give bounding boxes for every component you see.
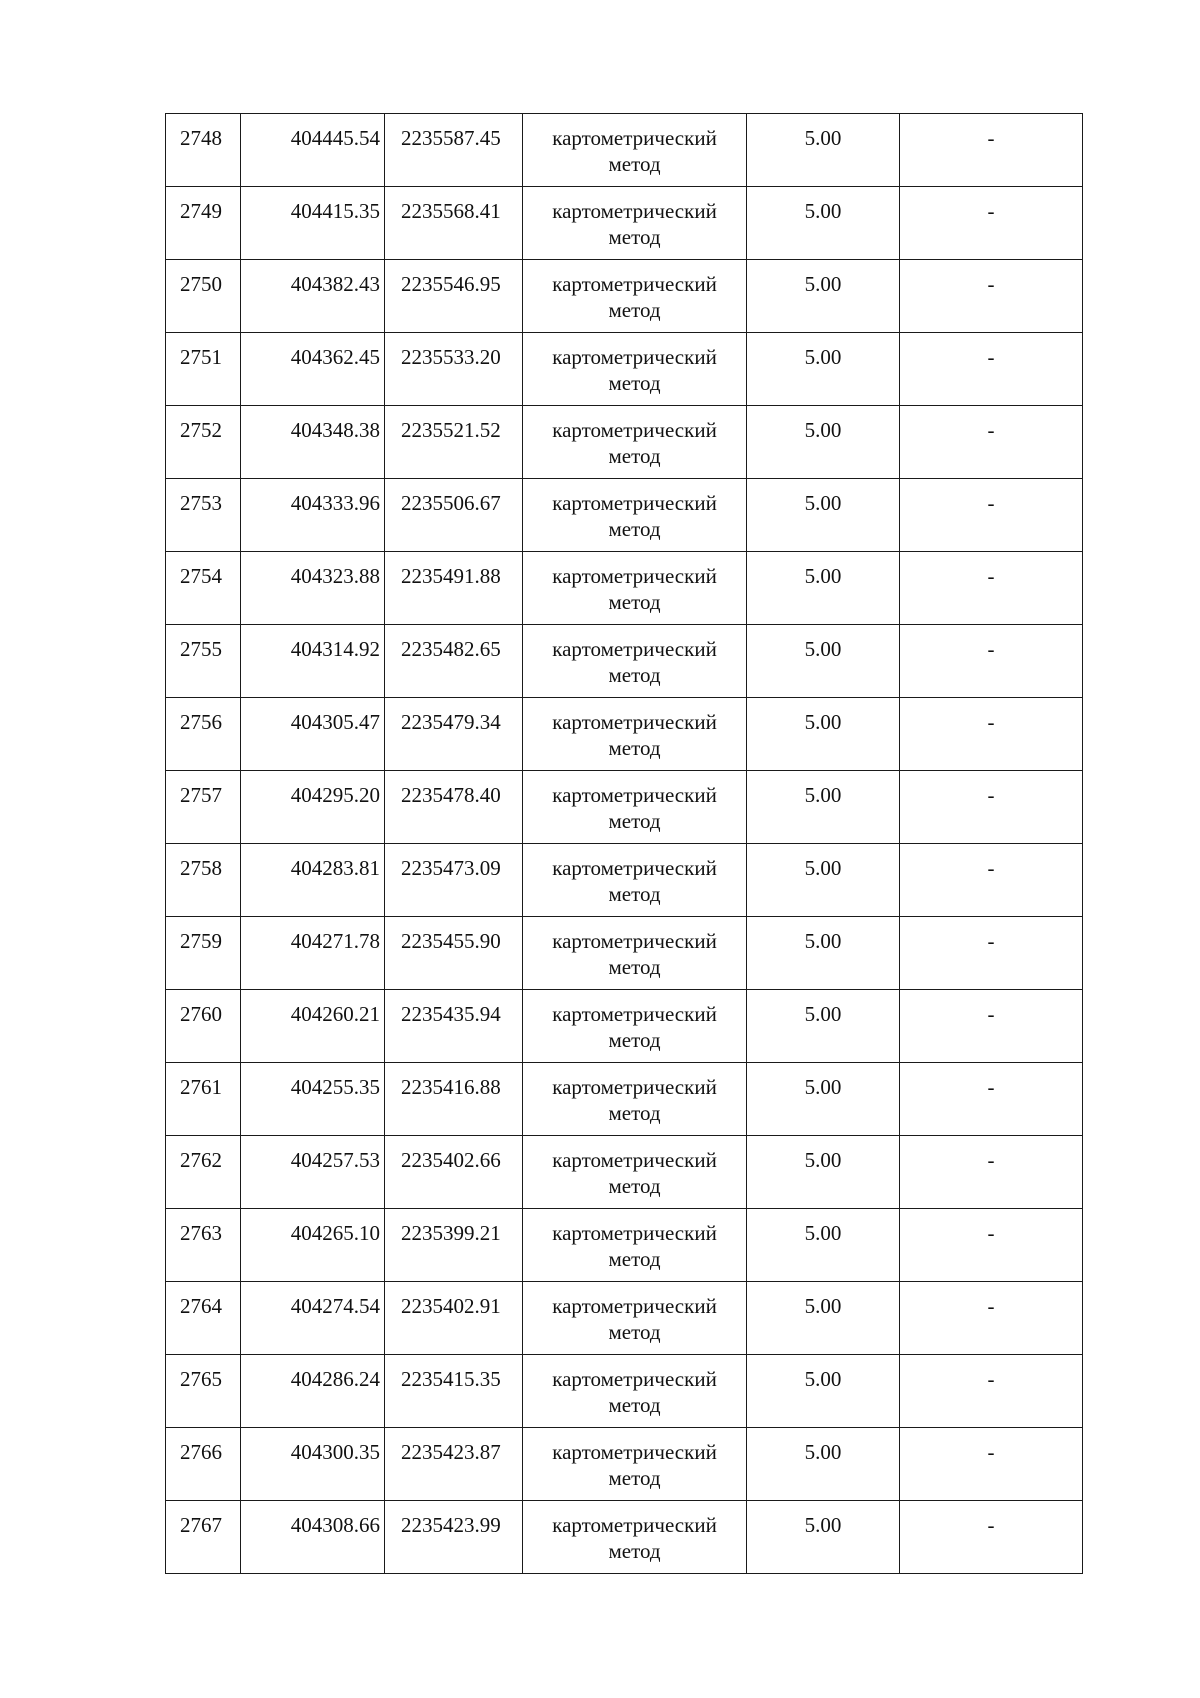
coordinates-table: [165, 113, 1083, 1574]
method-cell: картометрический метод: [523, 1282, 747, 1355]
table-row: [166, 1136, 1083, 1209]
x-coordinate-cell: 404323.88: [241, 552, 385, 625]
method-cell: картометрический метод: [523, 1136, 747, 1209]
y-coordinate-cell: 2235491.88: [385, 552, 523, 625]
x-coordinate-cell: 404362.45: [241, 333, 385, 406]
y-coordinate-cell: 2235533.20: [385, 333, 523, 406]
accuracy-cell: 5.00: [747, 333, 900, 406]
point-number-cell: 2755: [166, 625, 241, 698]
table-row: [166, 552, 1083, 625]
x-coordinate-cell: 404348.38: [241, 406, 385, 479]
method-cell: картометрический метод: [523, 698, 747, 771]
description-cell: -: [900, 1355, 1083, 1428]
point-number-cell: 2750: [166, 260, 241, 333]
description-cell: -: [900, 1209, 1083, 1282]
x-coordinate-cell: 404257.53: [241, 1136, 385, 1209]
description-cell: -: [900, 1501, 1083, 1574]
description-cell: -: [900, 1428, 1083, 1501]
description-cell: -: [900, 698, 1083, 771]
method-cell: картометрический метод: [523, 187, 747, 260]
table-row: [166, 1209, 1083, 1282]
x-coordinate-cell: 404382.43: [241, 260, 385, 333]
accuracy-cell: 5.00: [747, 771, 900, 844]
method-cell: картометрический метод: [523, 260, 747, 333]
accuracy-cell: 5.00: [747, 1428, 900, 1501]
method-cell: картометрический метод: [523, 552, 747, 625]
accuracy-cell: 5.00: [747, 187, 900, 260]
y-coordinate-cell: 2235455.90: [385, 917, 523, 990]
table-row: [166, 406, 1083, 479]
y-coordinate-cell: 2235568.41: [385, 187, 523, 260]
accuracy-cell: 5.00: [747, 406, 900, 479]
y-coordinate-cell: 2235399.21: [385, 1209, 523, 1282]
method-cell: картометрический метод: [523, 479, 747, 552]
method-cell: картометрический метод: [523, 917, 747, 990]
description-cell: -: [900, 187, 1083, 260]
y-coordinate-cell: 2235415.35: [385, 1355, 523, 1428]
description-cell: -: [900, 114, 1083, 187]
point-number-cell: 2754: [166, 552, 241, 625]
y-coordinate-cell: 2235478.40: [385, 771, 523, 844]
description-cell: -: [900, 479, 1083, 552]
description-cell: -: [900, 625, 1083, 698]
point-number-cell: 2761: [166, 1063, 241, 1136]
method-cell: картометрический метод: [523, 1428, 747, 1501]
accuracy-cell: 5.00: [747, 844, 900, 917]
point-number-cell: 2764: [166, 1282, 241, 1355]
accuracy-cell: 5.00: [747, 698, 900, 771]
table-row: [166, 1501, 1083, 1574]
x-coordinate-cell: 404260.21: [241, 990, 385, 1063]
description-cell: -: [900, 406, 1083, 479]
description-cell: -: [900, 1282, 1083, 1355]
table-row: [166, 698, 1083, 771]
accuracy-cell: 5.00: [747, 917, 900, 990]
point-number-cell: 2766: [166, 1428, 241, 1501]
point-number-cell: 2763: [166, 1209, 241, 1282]
method-cell: картометрический метод: [523, 990, 747, 1063]
accuracy-cell: 5.00: [747, 1282, 900, 1355]
table-row: [166, 260, 1083, 333]
x-coordinate-cell: 404286.24: [241, 1355, 385, 1428]
method-cell: картометрический метод: [523, 333, 747, 406]
description-cell: -: [900, 260, 1083, 333]
point-number-cell: 2760: [166, 990, 241, 1063]
point-number-cell: 2752: [166, 406, 241, 479]
point-number-cell: 2762: [166, 1136, 241, 1209]
accuracy-cell: 5.00: [747, 1355, 900, 1428]
y-coordinate-cell: 2235521.52: [385, 406, 523, 479]
method-cell: картометрический метод: [523, 1209, 747, 1282]
accuracy-cell: 5.00: [747, 260, 900, 333]
y-coordinate-cell: 2235435.94: [385, 990, 523, 1063]
y-coordinate-cell: 2235402.66: [385, 1136, 523, 1209]
accuracy-cell: 5.00: [747, 1501, 900, 1574]
accuracy-cell: 5.00: [747, 625, 900, 698]
description-cell: -: [900, 844, 1083, 917]
y-coordinate-cell: 2235416.88: [385, 1063, 523, 1136]
method-cell: картометрический метод: [523, 1501, 747, 1574]
table-row: [166, 844, 1083, 917]
table-row: [166, 114, 1083, 187]
x-coordinate-cell: 404308.66: [241, 1501, 385, 1574]
accuracy-cell: 5.00: [747, 114, 900, 187]
table-row: [166, 917, 1083, 990]
accuracy-cell: 5.00: [747, 479, 900, 552]
point-number-cell: 2751: [166, 333, 241, 406]
table-row: [166, 1355, 1083, 1428]
table-row: [166, 1063, 1083, 1136]
x-coordinate-cell: 404305.47: [241, 698, 385, 771]
table-row: [166, 990, 1083, 1063]
point-number-cell: 2765: [166, 1355, 241, 1428]
x-coordinate-cell: 404295.20: [241, 771, 385, 844]
x-coordinate-cell: 404415.35: [241, 187, 385, 260]
x-coordinate-cell: 404265.10: [241, 1209, 385, 1282]
table-row: [166, 1428, 1083, 1501]
description-cell: -: [900, 1136, 1083, 1209]
method-cell: картометрический метод: [523, 1063, 747, 1136]
table-row: [166, 333, 1083, 406]
y-coordinate-cell: 2235423.87: [385, 1428, 523, 1501]
point-number-cell: 2767: [166, 1501, 241, 1574]
method-cell: картометрический метод: [523, 844, 747, 917]
description-cell: -: [900, 1063, 1083, 1136]
method-cell: картометрический метод: [523, 406, 747, 479]
y-coordinate-cell: 2235402.91: [385, 1282, 523, 1355]
point-number-cell: 2753: [166, 479, 241, 552]
point-number-cell: 2758: [166, 844, 241, 917]
x-coordinate-cell: 404255.35: [241, 1063, 385, 1136]
accuracy-cell: 5.00: [747, 1136, 900, 1209]
description-cell: -: [900, 333, 1083, 406]
x-coordinate-cell: 404314.92: [241, 625, 385, 698]
point-number-cell: 2759: [166, 917, 241, 990]
table-row: [166, 479, 1083, 552]
method-cell: картометрический метод: [523, 114, 747, 187]
table-row: [166, 771, 1083, 844]
x-coordinate-cell: 404445.54: [241, 114, 385, 187]
description-cell: -: [900, 917, 1083, 990]
x-coordinate-cell: 404333.96: [241, 479, 385, 552]
description-cell: -: [900, 552, 1083, 625]
point-number-cell: 2748: [166, 114, 241, 187]
method-cell: картометрический метод: [523, 771, 747, 844]
y-coordinate-cell: 2235587.45: [385, 114, 523, 187]
point-number-cell: 2757: [166, 771, 241, 844]
y-coordinate-cell: 2235479.34: [385, 698, 523, 771]
coordinates-table-body: [166, 114, 1083, 1574]
method-cell: картометрический метод: [523, 1355, 747, 1428]
accuracy-cell: 5.00: [747, 990, 900, 1063]
description-cell: -: [900, 990, 1083, 1063]
accuracy-cell: 5.00: [747, 1209, 900, 1282]
y-coordinate-cell: 2235546.95: [385, 260, 523, 333]
table-row: [166, 187, 1083, 260]
point-number-cell: 2756: [166, 698, 241, 771]
accuracy-cell: 5.00: [747, 1063, 900, 1136]
y-coordinate-cell: 2235506.67: [385, 479, 523, 552]
x-coordinate-cell: 404283.81: [241, 844, 385, 917]
accuracy-cell: 5.00: [747, 552, 900, 625]
x-coordinate-cell: 404274.54: [241, 1282, 385, 1355]
y-coordinate-cell: 2235473.09: [385, 844, 523, 917]
description-cell: -: [900, 771, 1083, 844]
x-coordinate-cell: 404271.78: [241, 917, 385, 990]
point-number-cell: 2749: [166, 187, 241, 260]
table-row: [166, 625, 1083, 698]
y-coordinate-cell: 2235482.65: [385, 625, 523, 698]
method-cell: картометрический метод: [523, 625, 747, 698]
y-coordinate-cell: 2235423.99: [385, 1501, 523, 1574]
table-row: [166, 1282, 1083, 1355]
x-coordinate-cell: 404300.35: [241, 1428, 385, 1501]
